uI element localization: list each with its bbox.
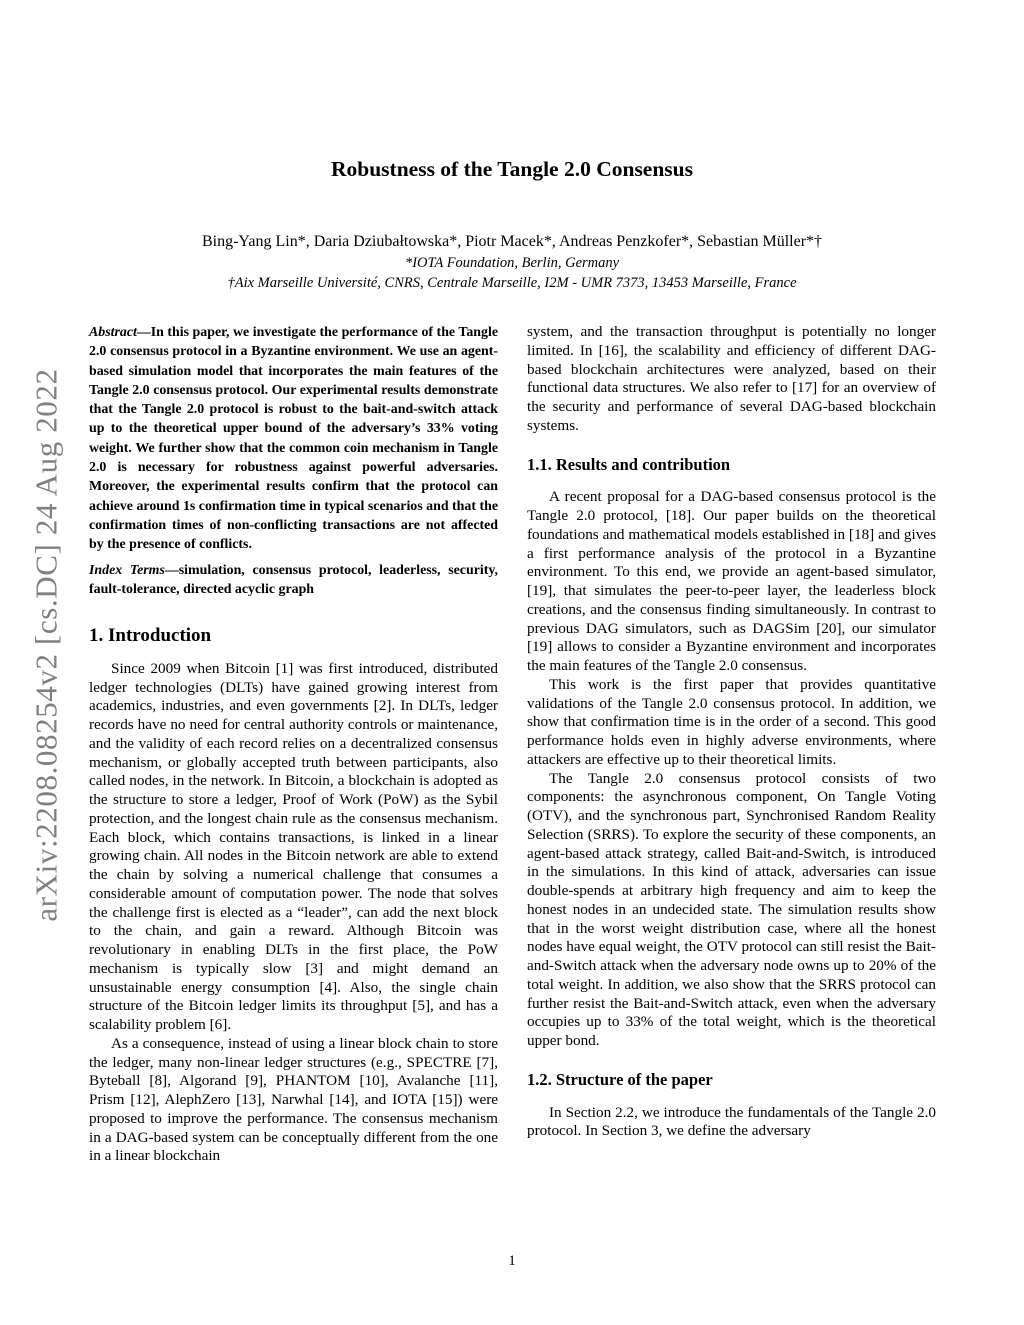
paper-title: Robustness of the Tangle 2.0 Consensus [330, 157, 693, 181]
section-heading-structure: 1.2. Structure of the paper [527, 1069, 713, 1089]
index-terms-text: —simulation, consensus protocol, leaderless, security, fault-tolerance, directed acyclic graph [89, 562, 498, 597]
affiliation-aix-marseille: †Aix Marseille Université, CNRS, Centrale Marseille, I2M - UMR 7373, 13453 Marseille, France [227, 275, 797, 291]
right-column [527, 323, 936, 1141]
affiliation-iota: *IOTA Foundation, Berlin, Germany [404, 255, 620, 271]
results-paragraph-2: This work is the first paper that provides quantitative validations of the Tangle 2.0 consensus protocol. In addition, we show that confirmation time is in the order of a second. This good performance holds even in highly adverse environments, where attackers are effective up to their theoretical limits. [527, 675, 936, 768]
abstract-text: —In this paper, we investigate the performance of the Tangle 2.0 consensus protocol in a Byzantine environment. We use an agent-based simulation model that incorporates the main features of the Tangle 2.0 consensus protocol. Our experimental results demonstrate that the Tangle 2.0 protocol is robust to the bait-and-switch attack up to the theoretical upper bound of the adversary’s 33% voting weight. We further show that the common coin mechanism in Tangle 2.0 is necessary for robustness against powerful adversaries. Moreover, the experimental results confirm that the protocol can achieve around 1s confirmation time in typical scenarios and that the confirmation times of non-conflicting transactions are not affected by the presence of conflicts. [89, 325, 498, 553]
results-paragraph-1: A recent proposal for a DAG-based consensus protocol is the Tangle 2.0 protocol, [18]. Our paper builds on the theoretical foundations and mathematical models established in [18] and gives a first performance analysis of the protocol in a Byzantine environment. To this end, we provide an agent-based simulator, [19], that simulates the peer-to-peer layer, the leaderless block creations, and the consensus finding simultaneously. In contrast to previous DAG simulators, such as DAGSim [20], our simulator [19] allows to consider a Byzantine environment and incorporates the main features of the Tangle 2.0 consensus. [527, 488, 936, 674]
left-column [89, 323, 498, 1166]
structure-paragraph-1: In Section 2.2, we introduce the fundamentals of the Tangle 2.0 protocol. In Section 3, we define the adversary [527, 1103, 936, 1140]
arxiv-identifier-stamp [23, 345, 71, 945]
intro-paragraph-2: As a consequence, instead of using a linear block chain to store the ledger, many non-linear ledger structures (e.g., SPECTRE [7], Byteball [8], Algorand [9], PHANTOM [10], Avalanche [11], Prism [12], AlephZero [13], Narwhal [14], and IOTA [15]) were proposed to improve the performance. The consensus mechanism in a DAG-based system can be conceptually different from the one in a linear blockchain [89, 1034, 498, 1165]
abstract-label: Abstract [89, 325, 137, 340]
intro-paragraph-1: Since 2009 when Bitcoin [1] was first introduced, distributed ledger technologies (DLTs) have gained growing interest from academics, industries, and even governments [2]. In DLTs, ledger records have no need for central authority controls or maintenance, and the validity of each record relies on a decentralized consensus mechanism, or globally accepted truth between participants, also called nodes, in the network. In Bitcoin, a blockchain is adopted as the structure to store a ledger, Proof of Work (PoW) as the Sybil protection, and the longest chain rule as the consensus mechanism. Each block, which contains transactions, is linked in a linear growing chain. All nodes in the Bitcoin network are able to extend the chain by solving a numerical challenge that consumes a considerable amount of computation power. The node that solves the challenge first is elected as a “leader”, can add the next block to the chain, and gain a reward. Although Bitcoin was revolutionary in enabling DLTs in the first place, the PoW mechanism is typically slow [3] and might demand an unsustainable energy consumption [4]. Also, the single chain structure of the Bitcoin ledger limits its throughput [5], and has a scalability problem [6]. [89, 659, 498, 1034]
abstract [89, 323, 498, 555]
results-paragraph-3: The Tangle 2.0 consensus protocol consists of two components: the asynchronous component, On Tangle Voting (OTV), and the synchronous part, Synchronised Random Reality Selection (SRRS). To explore the security of these components, an agent-based attack strategy, called Bait-and-Switch, is introduced in the simulations. In this kind of attack, adversaries can issue double-spends at arbitrary high frequency and aim to keep the honest nodes in an undecided state. The simulation results show that in the worst weight distribution case, where all the honest nodes have equal weight, the OTV protocol can still resist the Bait-and-Switch attack when the adversary node owns up to 20% of the total weight. In addition, we also show that the SRRS protocol can further resist the Bait-and-Switch attack, even when the adversary occupies up to 33% of the total weight, which is the theoretical upper bond. [527, 769, 936, 1049]
intro-paragraph-3: system, and the transaction throughput is potentially no longer limited. In [16], the scalability and efficiency of different DAG-based blockchain architectures were analyzed, based on their functional data structures. We also refer to [17] for an overview of the security and performance of several DAG-based blockchain systems. [527, 323, 936, 434]
section-heading-results: 1.1. Results and contribution [527, 454, 731, 474]
page-number: 1 [508, 1253, 516, 1269]
author-list: Bing-Yang Lin*, Daria Dziubałtowska*, Piotr Macek*, Andreas Penzkofer*, Sebastian Müller*† [201, 233, 823, 250]
arxiv-id-text: arXiv:2208.08254v2 [cs.DC] 24 Aug 2022 [29, 368, 64, 922]
section-heading-introduction: 1. Introduction [89, 625, 212, 647]
index-terms-label: Index Terms [89, 562, 165, 578]
index-terms [89, 561, 498, 600]
